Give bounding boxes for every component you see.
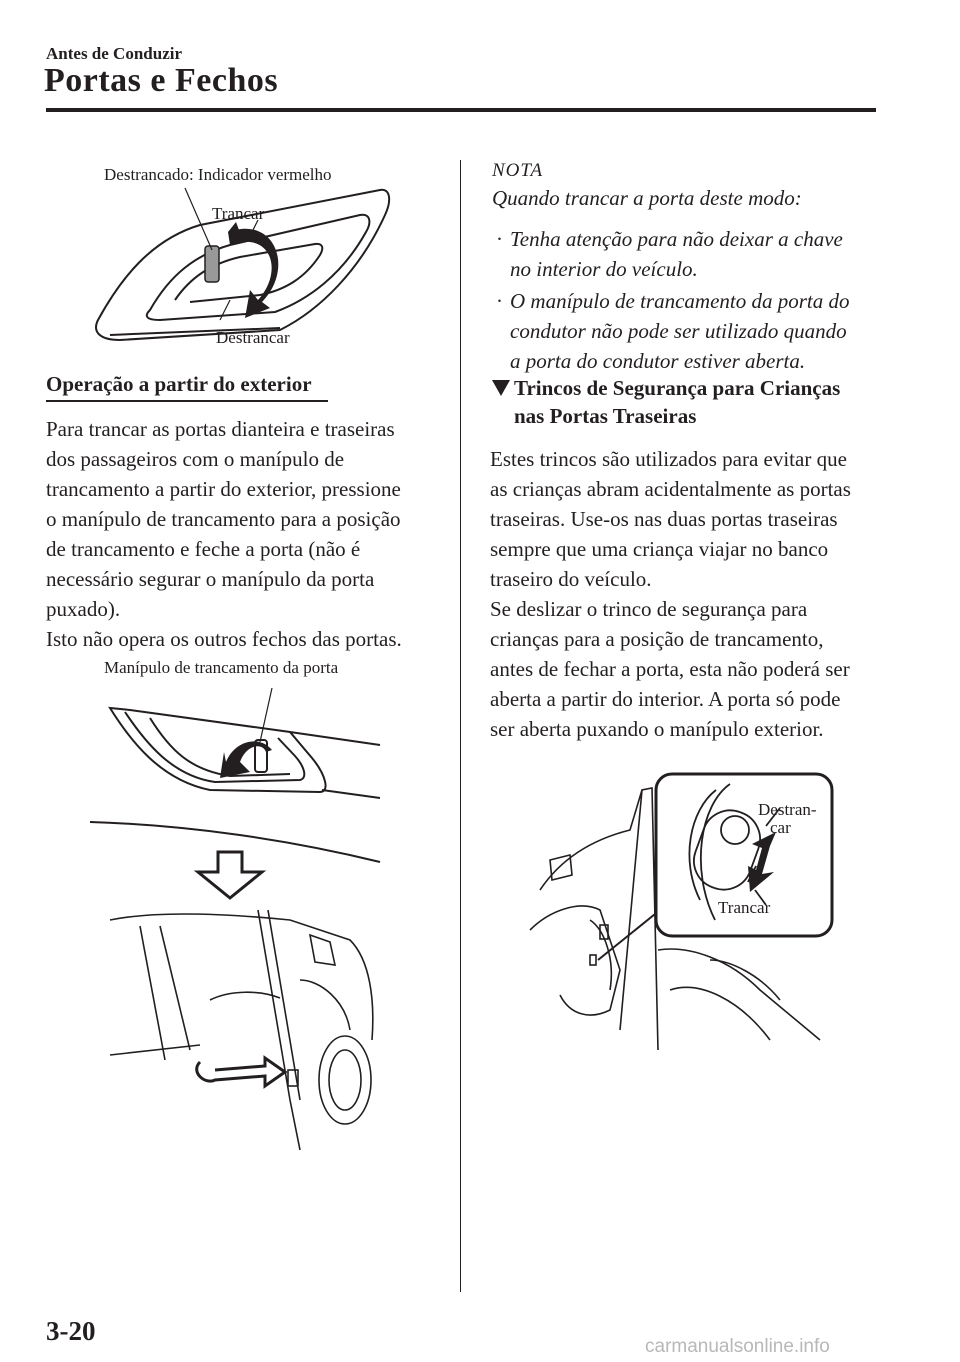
heading-line: nas Portas Traseiras: [514, 404, 697, 428]
nota-title: NOTA: [492, 160, 544, 181]
triangle-marker-icon: [492, 380, 510, 396]
paragraph-exterior: [46, 414, 446, 654]
subheading-exterior-operation: Operação a partir do exterior: [46, 372, 312, 396]
text-line: crianças para a posição de trancamento,: [490, 627, 824, 651]
text-line: Se deslizar o trinco de segurança para: [490, 597, 808, 621]
label-unlock: Destrancar: [216, 328, 290, 347]
text-line: puxado).: [46, 597, 121, 621]
heading-line: Trincos de Segurança para Crianças: [514, 376, 841, 400]
text-line: a porta do condutor estiver aberta.: [510, 349, 806, 373]
text-line: traseiro do veículo.: [490, 567, 652, 591]
label-door-lock-knob: Manípulo de trancamento da porta: [104, 658, 339, 677]
label-lock-child: Trancar: [718, 898, 771, 917]
section-label: Antes de Conduzir: [46, 44, 183, 63]
text-line: Para trancar as portas dianteira e traseiras: [46, 417, 395, 441]
text-line: trancamento a partir do exterior, pressione: [46, 477, 401, 501]
page-number: 3-20: [46, 1316, 96, 1346]
text-line: antes de fechar a porta, esta não poderá ser: [490, 657, 850, 681]
text-line: Estes trincos são utilizados para evitar que: [490, 447, 847, 471]
figure-exterior-lock: [90, 680, 390, 1170]
subheading-underline: [46, 400, 328, 402]
text-line: dos passageiros com o manípulo de: [46, 447, 345, 471]
text-line: traseiras. Use-os nas duas portas traseiras: [490, 507, 838, 531]
text-line: no interior do veículo.: [510, 257, 698, 281]
bullet-dot-icon: ·: [496, 289, 503, 313]
paragraph-child-locks-2: [490, 594, 890, 744]
text-line: Isto não opera os outros fechos das portas.: [46, 627, 402, 651]
text-line: ser aberta puxando o manípulo exterior.: [490, 717, 824, 741]
text-line: necessário segurar o manípulo da porta: [46, 567, 375, 591]
text-line: o manípulo de trancamento para a posição: [46, 507, 401, 531]
label-lock: Trancar: [212, 204, 265, 223]
door-lock-illustration: [90, 680, 390, 1170]
watermark: carmanualsonline.info: [645, 1336, 830, 1357]
label-unlocked-indicator: Destrancado: Indicador vermelho: [104, 165, 332, 184]
header-rule: [46, 108, 876, 112]
text-line: aberta a partir do interior. A porta só pode: [490, 687, 841, 711]
nota-lead: Quando trancar a porta deste modo:: [492, 186, 802, 210]
column-divider: [460, 160, 461, 1292]
page-title: Portas e Fechos: [44, 62, 279, 99]
nota-item: [492, 286, 892, 376]
paragraph-child-locks: [490, 444, 890, 594]
nota-list: [492, 224, 892, 378]
text-line: O manípulo de trancamento da porta do: [510, 289, 850, 313]
text-line: as crianças abram acidentalmente as portas: [490, 477, 851, 501]
label-unlock-1: Destran-: [758, 800, 817, 819]
text-line: sempre que uma criança viajar no banco: [490, 537, 829, 561]
text-line: de trancamento e feche a porta (não é: [46, 537, 361, 561]
section-heading-child-locks: [492, 374, 892, 430]
text-line: Tenha atenção para não deixar a chave: [510, 227, 843, 251]
label-unlock-2: car: [770, 818, 791, 837]
text-line: condutor não pode ser utilizado quando: [510, 319, 847, 343]
bullet-dot-icon: ·: [496, 227, 503, 251]
nota-item: [492, 224, 892, 284]
